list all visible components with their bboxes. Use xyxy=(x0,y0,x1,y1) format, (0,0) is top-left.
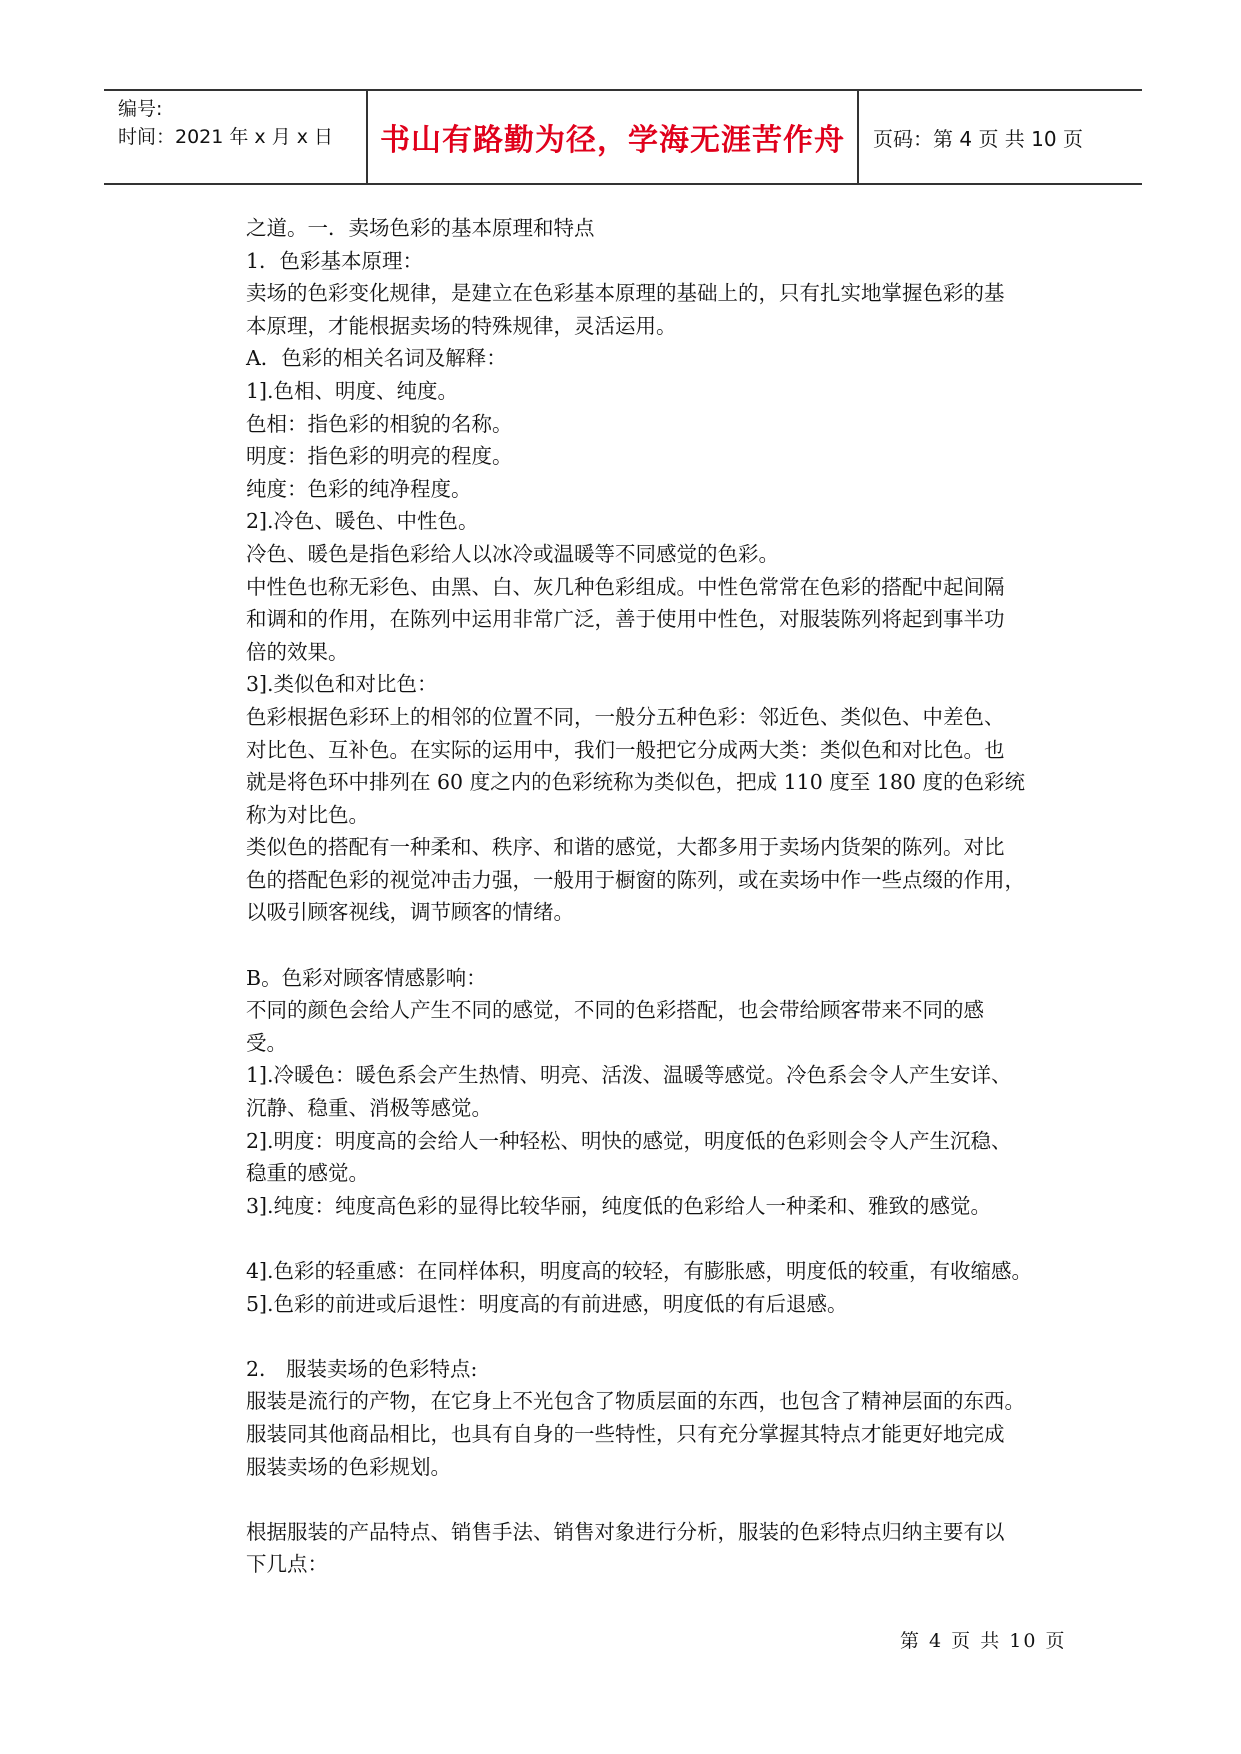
body-line: 不同的颜色会给人产生不同的感觉，不同的色彩搭配，也会带给顾客带来不同的感 xyxy=(246,998,984,1023)
header-page-code: 页码：第 4 页 共 10 页 xyxy=(873,126,1083,151)
body-line: 沉静、稳重、消极等感觉。 xyxy=(246,1096,492,1121)
body-line: 倍的效果。 xyxy=(246,639,349,664)
body-line: 中性色也称无彩色、由黑、白、灰几种色彩组成。中性色常常在色彩的搭配中起间隔 xyxy=(246,574,1005,599)
body-line: B。色彩对顾客情感影响： xyxy=(246,965,487,990)
time-label: 时间：2021 年 x 月 x 日 xyxy=(118,126,334,148)
page-header xyxy=(104,89,1142,185)
number-label: 编号: xyxy=(118,98,163,120)
body-line: 5].色彩的前进或后退性：明度高的有前进感，明度低的有后退感。 xyxy=(246,1291,848,1316)
body-line: 服装卖场的色彩规划。 xyxy=(246,1454,451,1479)
header-meta xyxy=(104,91,368,183)
page-footer: 第 4 页 共 10 页 xyxy=(900,1630,1067,1652)
body-line: 2． 服装卖场的色彩特点: xyxy=(246,1356,478,1381)
body-line: 3].纯度：纯度高色彩的显得比较华丽，纯度低的色彩给人一种柔和、雅致的感觉。 xyxy=(246,1193,992,1218)
body-line: 纯度：色彩的纯净程度。 xyxy=(246,476,472,501)
body-line: 1].色相、明度、纯度。 xyxy=(246,378,459,403)
body-line: 就是将色环中排列在 60 度之内的色彩统称为类似色，把成 110 度至 180 度的色彩统 xyxy=(246,770,1025,795)
body-line: 和调和的作用，在陈列中运用非常广泛，善于使用中性色，对服装陈列将起到事半功 xyxy=(246,607,1005,632)
body-line: 1].冷暖色：暖色系会产生热情、明亮、活泼、温暖等感觉。冷色系会令人产生安详、 xyxy=(246,1063,1012,1088)
header-motto: 书山有路勤为径，学海无涯苦作舟 xyxy=(368,91,859,183)
blank-line xyxy=(246,929,1076,962)
body-line: 稳重的感觉。 xyxy=(246,1161,369,1186)
body-line: 卖场的色彩变化规律，是建立在色彩基本原理的基础上的，只有扎实地掌握色彩的基 xyxy=(246,281,1005,306)
blank-line xyxy=(246,1483,1076,1516)
body-line: 4].色彩的轻重感：在同样体积，明度高的较轻，有膨胀感，明度低的较重，有收缩感。 xyxy=(246,1259,1033,1283)
body-line: 服装是流行的产物，在它身上不光包含了物质层面的东西，也包含了精神层面的东西。 xyxy=(246,1389,1025,1414)
body-line: 明度：指色彩的明亮的程度。 xyxy=(246,444,513,469)
body-line: 色的搭配色彩的视觉冲击力强，一般用于橱窗的陈列，或在卖场中作一些点缀的作用， xyxy=(246,867,1025,892)
body-line: 本原理，才能根据卖场的特殊规律，灵活运用。 xyxy=(246,313,677,338)
body-line: 2].明度：明度高的会给人一种轻松、明快的感觉，明度低的色彩则会令人产生沉稳、 xyxy=(246,1128,1012,1153)
body-line: 类似色的搭配有一种柔和、秩序、和谐的感觉，大都多用于卖场内货架的陈列。对比 xyxy=(246,835,1005,860)
blank-line xyxy=(246,1222,1076,1255)
body-line: 冷色、暖色是指色彩给人以冰冷或温暖等不同感觉的色彩。 xyxy=(246,541,779,566)
body-line: 根据服装的产品特点、销售手法、销售对象进行分析，服装的色彩特点归纳主要有以 xyxy=(246,1519,1005,1544)
body-line: 以吸引顾客视线，调节顾客的情绪。 xyxy=(246,900,574,925)
blank-line xyxy=(246,1320,1076,1353)
document-body xyxy=(246,212,1076,1581)
body-line: 3].类似色和对比色： xyxy=(246,672,438,697)
body-line: 之道。一．卖场色彩的基本原理和特点 xyxy=(246,216,595,240)
body-line: 称为对比色。 xyxy=(246,802,369,827)
body-line: 对比色、互补色。在实际的运用中，我们一般把它分成两大类：类似色和对比色。也 xyxy=(246,737,1005,762)
body-line: 2].冷色、暖色、中性色。 xyxy=(246,509,479,534)
body-line: A．色彩的相关名词及解释： xyxy=(246,346,507,371)
body-line: 色相：指色彩的相貌的名称。 xyxy=(246,411,513,436)
body-line: 受。 xyxy=(246,1030,287,1055)
body-line: 色彩根据色彩环上的相邻的位置不同，一般分五种色彩：邻近色、类似色、中差色、 xyxy=(246,704,1005,729)
body-line: 1．色彩基本原理： xyxy=(246,248,424,273)
body-line: 下几点： xyxy=(246,1552,328,1577)
body-line: 服装同其他商品相比，也具有自身的一些特性，只有充分掌握其特点才能更好地完成 xyxy=(246,1421,1005,1446)
